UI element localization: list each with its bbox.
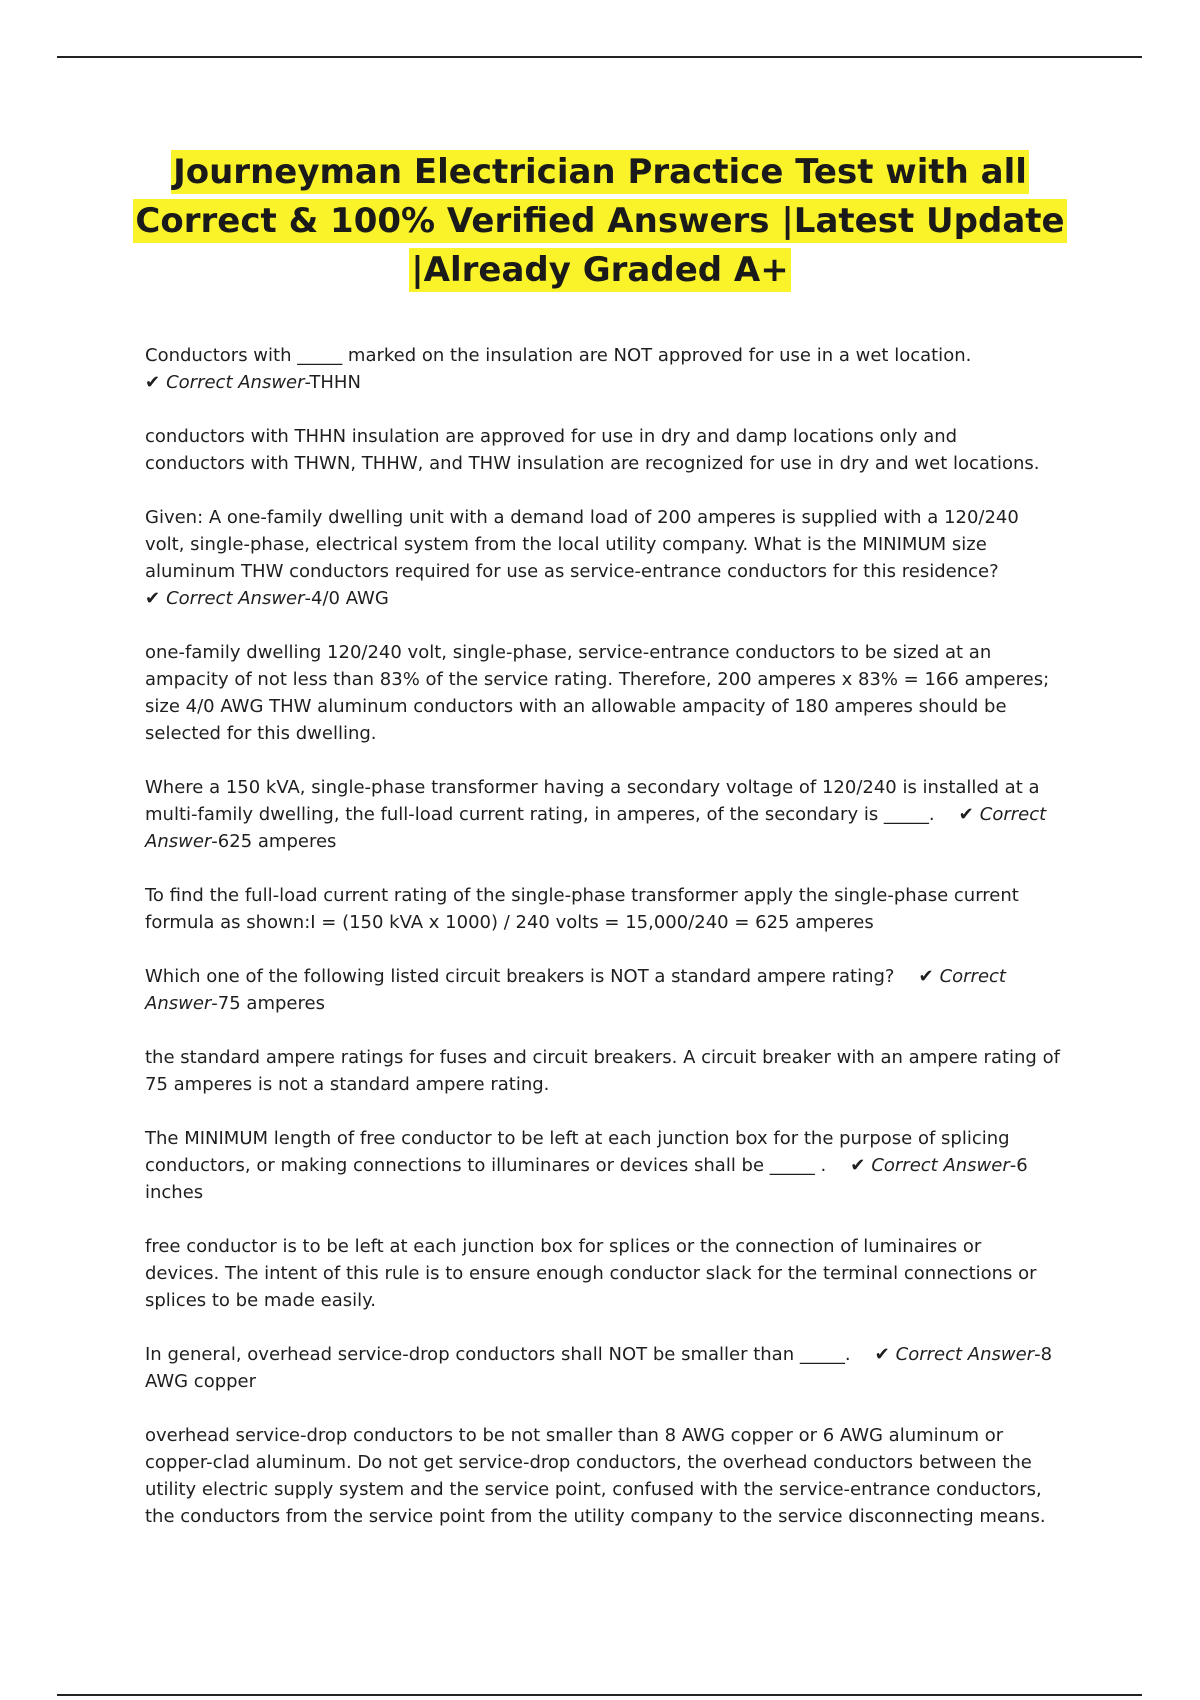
explanation-text: free conductor is to be left at each junction box for splices or the connection of luminaires or devices. The intent of this rule is to ensure enough conductor slack for the terminal connections or splices to be made easily. [145,1236,1037,1311]
check-icon: ✔ [918,966,934,987]
explanation-block [145,1422,1060,1530]
answer-value: 75 amperes [217,993,325,1014]
answer-value: 4/0 AWG [311,588,389,609]
answer-line: ✔ Correct Answer-625 amperes [145,804,1047,852]
answer-line: ✔ Correct Answer-4/0 AWG [145,588,389,609]
question-block [145,342,1060,396]
check-icon: ✔ [850,1155,866,1176]
question-text: Given: A one-family dwelling unit with a demand load of 200 amperes is supplied with a 120/240 volt, single-phase, electrical system from the local utility company. What is the MINIMUM size aluminum THW conductors required for use as service-entrance conductors for this residence? [145,507,1019,582]
question-text: The MINIMUM length of free conductor to be left at each junction box for the purpose of splicing conductors, or making connections to illuminares or devices shall be _____ . [145,1128,1010,1176]
question-text: Where a 150 kVA, single-phase transformer having a secondary voltage of 120/240 is installed at a multi-family dwelling, the full-load current rating, in amperes, of the secondary is _____. [145,777,1040,825]
answer-label: Correct Answer [145,804,1047,852]
check-icon: ✔ [958,804,974,825]
explanation-block [145,423,1060,477]
answer-label: Correct Answer [166,588,305,609]
title-highlight: Journeyman Electrician Practice Test with all Correct & 100% Verified Answers |Latest Update |Already Graded A+ [135,152,1065,290]
answer-value: THHN [309,372,361,393]
check-icon: ✔ [145,372,161,393]
question-text: In general, overhead service-drop conductors shall NOT be smaller than _____. [145,1344,851,1365]
answer-label: Correct Answer [871,1155,1010,1176]
qa-list [145,342,1060,1557]
answer-line: ✔ Correct Answer-THHN [145,372,361,393]
answer-value: 8 AWG copper [145,1344,1053,1392]
explanation-block [145,1233,1060,1314]
answer-label: Correct Answer [166,372,305,393]
question-text: Conductors with _____ marked on the insulation are NOT approved for use in a wet location. [145,345,972,366]
answer-line: ✔ Correct Answer-8 AWG copper [145,1344,1053,1392]
question-block [145,774,1060,855]
answer-line: ✔ Correct Answer-75 amperes [145,966,1006,1014]
check-icon: ✔ [145,588,161,609]
answer-value: 6 inches [145,1155,1028,1203]
answer-line: ✔ Correct Answer-6 inches [145,1155,1028,1203]
explanation-block [145,1044,1060,1098]
check-icon: ✔ [874,1344,890,1365]
explanation-block [145,639,1060,747]
answer-label: Correct Answer [145,966,1006,1014]
answer-value: 625 amperes [217,831,337,852]
question-text: Which one of the following listed circuit breakers is NOT a standard ampere rating? [145,966,895,987]
explanation-text: To find the full-load current rating of the single-phase transformer apply the single-phase current formula as shown:I = (150 kVA x 1000) / 240 volts = 15,000/240 = 625 amperes [145,885,1019,933]
bottom-rule [57,1694,1142,1696]
question-block [145,1125,1060,1206]
question-block [145,504,1060,612]
question-block [145,1341,1060,1395]
explanation-text: conductors with THHN insulation are approved for use in dry and damp locations only and conductors with THWN, THHW, and THW insulation are recognized for use in dry and wet locations. [145,426,1040,474]
top-rule [57,56,1142,58]
explanation-block [145,882,1060,936]
question-block [145,963,1060,1017]
explanation-text: overhead service-drop conductors to be not smaller than 8 AWG copper or 6 AWG aluminum or copper-clad aluminum. Do not get service-drop conductors, the overhead conductors between the utility electric supply system and the service point, confused with the service-entrance conductors, the conductors from the service point from the utility company to the service disconnecting means. [145,1425,1046,1527]
answer-label: Correct Answer [895,1344,1035,1365]
document-title [120,148,1080,295]
explanation-text: the standard ampere ratings for fuses and circuit breakers. A circuit breaker with an ampere rating of 75 amperes is not a standard ampere rating. [145,1047,1060,1095]
explanation-text: one-family dwelling 120/240 volt, single-phase, service-entrance conductors to be sized at an ampacity of not less than 83% of the service rating. Therefore, 200 amperes x 83% = 166 amperes; size 4/0 AWG THW aluminum conductors with an allowable ampacity of 180 amperes should be selected for this dwelling. [145,642,1050,744]
